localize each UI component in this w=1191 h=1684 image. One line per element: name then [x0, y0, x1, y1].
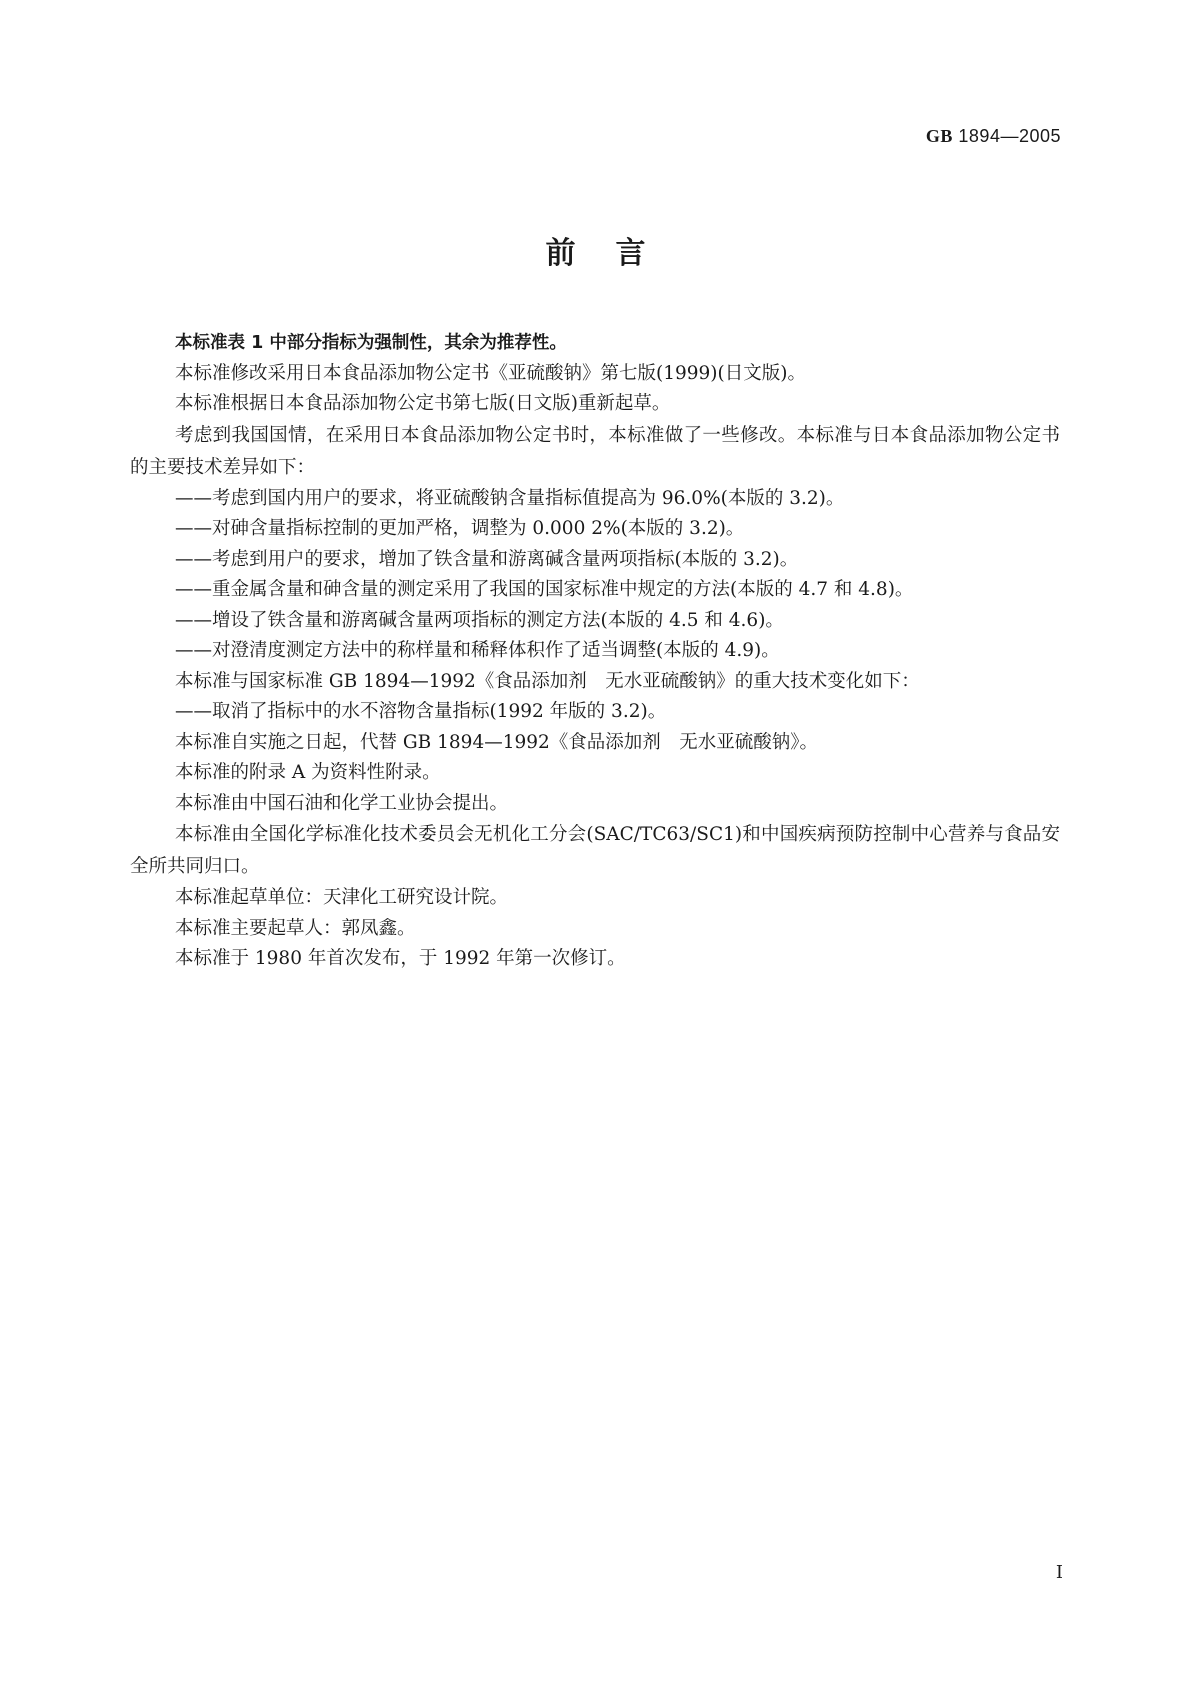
list-item: ——增设了铁含量和游离碱含量两项指标的测定方法(本版的 4.5 和 4.6)。 [175, 609, 784, 631]
list-item: ——考虑到用户的要求，增加了铁含量和游离碱含量两项指标(本版的 3.2)。 [175, 548, 799, 570]
paragraph: 考虑到我国国情，在采用日本食品添加物公定书时，本标准做了一些修改。本标准与日本食品添加物公定书的主要技术差异如下： [130, 424, 1060, 478]
paragraph: 本标准由中国石油和化学工业协会提出。 [175, 792, 509, 814]
paragraph: 本标准于 1980 年首次发布，于 1992 年第一次修订。 [175, 948, 626, 969]
paragraph: 本标准由全国化学标准化技术委员会无机化工分会(SAC/TC63/SC1)和中国疾病预防控制中心营养与食品安全所共同归口。 [130, 824, 1060, 877]
paragraph-mandatory-note: 本标准表 1 中部分指标为强制性，其余为推荐性。 [175, 333, 567, 353]
paragraph: 本标准主要起草人：郭凤鑫。 [175, 917, 416, 939]
paragraph: 本标准起草单位：天津化工研究设计院。 [175, 887, 509, 908]
list-item: ——重金属含量和砷含量的测定采用了我国的国家标准中规定的方法(本版的 4.7 和 4.8)。 [175, 579, 914, 600]
list-item: ——对砷含量指标控制的更加严格，调整为 0.000 2%(本版的 3.2)。 [175, 518, 745, 539]
standard-code-prefix: GB [925, 126, 953, 146]
page-title: 前言 [545, 236, 686, 271]
list-item: ——对澄清度测定方法中的称样量和稀释体积作了适当调整(本版的 4.9)。 [175, 640, 780, 661]
paragraph: 本标准的附录 A 为资料性附录。 [175, 762, 441, 783]
paragraph: 本标准自实施之日起，代替 GB 1894—1992《食品添加剂 无水亚硫酸钠》。 [175, 731, 819, 753]
standard-code-number: 1894—2005 [958, 126, 1061, 146]
page-number: I [1055, 1562, 1063, 1583]
foreword-body [130, 328, 1060, 975]
list-item: ——取消了指标中的水不溶物含量指标(1992 年版的 3.2)。 [175, 701, 667, 722]
paragraph: 本标准根据日本食品添加物公定书第七版(日文版)重新起草。 [175, 393, 671, 414]
list-item: ——考虑到国内用户的要求，将亚硫酸钠含量指标值提高为 96.0%(本版的 3.2)。 [175, 487, 845, 509]
paragraph: 本标准与国家标准 GB 1894—1992《食品添加剂 无水亚硫酸钠》的重大技术变化如下： [175, 670, 920, 692]
standard-code [926, 126, 1061, 147]
paragraph: 本标准修改采用日本食品添加物公定书《亚硫酸钠》第七版(1999)(日文版)。 [175, 362, 806, 384]
